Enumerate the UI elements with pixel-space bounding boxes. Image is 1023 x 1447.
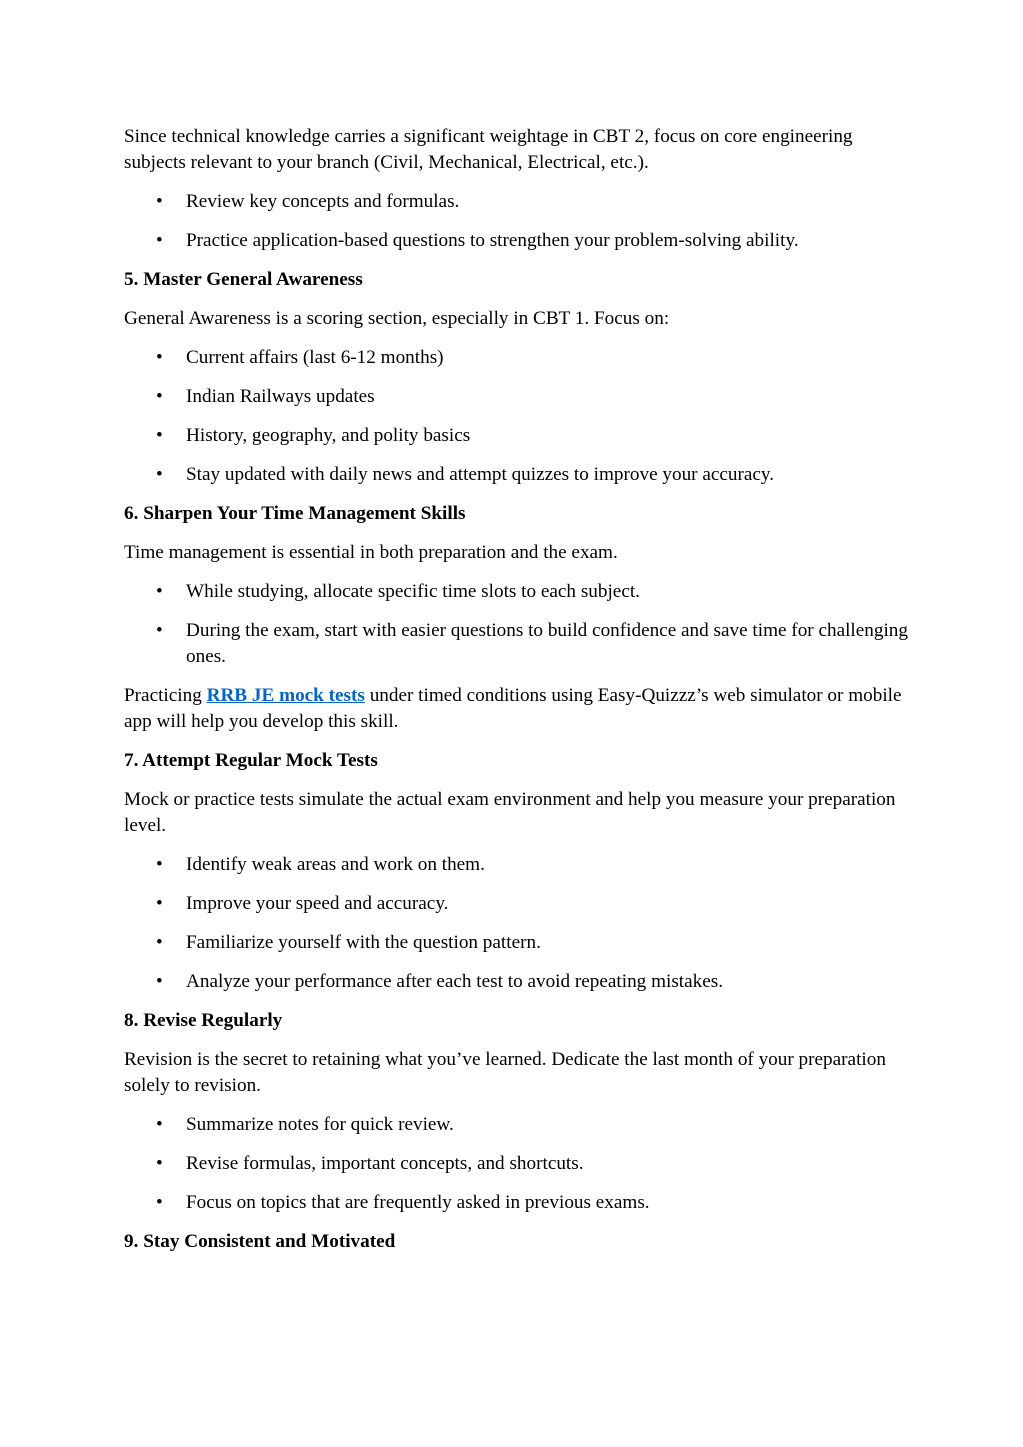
list-item-text: Stay updated with daily news and attempt quizzes to improve your accuracy.: [186, 464, 775, 485]
section-heading-5: 5. Master General Awareness: [124, 269, 363, 290]
list-item-text: History, geography, and polity basics: [186, 425, 471, 446]
list-item: [124, 579, 914, 605]
section-6-paragraph: Time management is essential in both preparation and the exam.: [124, 542, 618, 563]
list-item-text: Focus on topics that are frequently asked in previous exams.: [186, 1192, 650, 1213]
section-6-list: [124, 579, 914, 670]
intro-list: [124, 189, 914, 254]
section-8-list: [124, 1112, 914, 1216]
bullet-icon: •: [156, 932, 163, 953]
list-item: [124, 228, 914, 254]
closing-text-before: Practicing: [124, 685, 207, 706]
bullet-icon: •: [156, 230, 163, 251]
section-5-list: [124, 345, 914, 488]
section-heading-8: 8. Revise Regularly: [124, 1010, 283, 1031]
list-item: [124, 189, 914, 215]
list-item-text: During the exam, start with easier questions to build confidence and save time for challenging ones.: [186, 620, 908, 667]
list-item-text: Revise formulas, important concepts, and shortcuts.: [186, 1153, 584, 1174]
list-item: [124, 384, 914, 410]
list-item: [124, 891, 914, 917]
intro-paragraph: Since technical knowledge carries a significant weightage in CBT 2, focus on core engineering subjects relevant to your branch (Civil, Mechanical, Electrical, etc.).: [124, 126, 853, 173]
list-item-text: Summarize notes for quick review.: [186, 1114, 454, 1135]
bullet-icon: •: [156, 386, 163, 407]
bullet-icon: •: [156, 1192, 163, 1213]
section-5-paragraph: General Awareness is a scoring section, especially in CBT 1. Focus on:: [124, 308, 670, 329]
bullet-icon: •: [156, 854, 163, 875]
section-heading-9: 9. Stay Consistent and Motivated: [124, 1231, 396, 1252]
bullet-icon: •: [156, 464, 163, 485]
bullet-icon: •: [156, 893, 163, 914]
bullet-icon: •: [156, 425, 163, 446]
list-item: [124, 930, 914, 956]
section-6-closing-paragraph: [124, 683, 914, 735]
list-item: [124, 852, 914, 878]
list-item-text: Current affairs (last 6-12 months): [186, 347, 444, 368]
list-item-text: While studying, allocate specific time slots to each subject.: [186, 581, 640, 602]
list-item: [124, 1190, 914, 1216]
list-item-text: Practice application-based questions to strengthen your problem-solving ability.: [186, 230, 799, 251]
list-item: [124, 1151, 914, 1177]
section-heading-7: 7. Attempt Regular Mock Tests: [124, 750, 378, 771]
closing-text-after: under timed conditions using Easy-Quizzz’s web simulator or mobile app will help you develop this skill.: [124, 685, 902, 732]
list-item: [124, 345, 914, 371]
section-7-paragraph: Mock or practice tests simulate the actual exam environment and help you measure your preparation level.: [124, 789, 896, 836]
list-item-text: Identify weak areas and work on them.: [186, 854, 485, 875]
list-item-text: Analyze your performance after each test to avoid repeating mistakes.: [186, 971, 724, 992]
bullet-icon: •: [156, 191, 163, 212]
bullet-icon: •: [156, 1114, 163, 1135]
list-item-text: Familiarize yourself with the question pattern.: [186, 932, 541, 953]
document-page: [124, 124, 914, 1268]
list-item: [124, 969, 914, 995]
bullet-icon: •: [156, 347, 163, 368]
bullet-icon: •: [156, 971, 163, 992]
bullet-icon: •: [156, 620, 163, 641]
section-heading-6: 6. Sharpen Your Time Management Skills: [124, 503, 466, 524]
rrb-je-mock-tests-link[interactable]: RRB JE mock tests: [206, 685, 365, 706]
list-item: [124, 618, 914, 670]
list-item: [124, 462, 914, 488]
list-item-text: Improve your speed and accuracy.: [186, 893, 449, 914]
bullet-icon: •: [156, 1153, 163, 1174]
section-8-paragraph: Revision is the secret to retaining what you’ve learned. Dedicate the last month of your preparation solely to revision.: [124, 1049, 886, 1096]
list-item: [124, 423, 914, 449]
list-item-text: Review key concepts and formulas.: [186, 191, 460, 212]
bullet-icon: •: [156, 581, 163, 602]
section-7-list: [124, 852, 914, 995]
list-item: [124, 1112, 914, 1138]
list-item-text: Indian Railways updates: [186, 386, 375, 407]
